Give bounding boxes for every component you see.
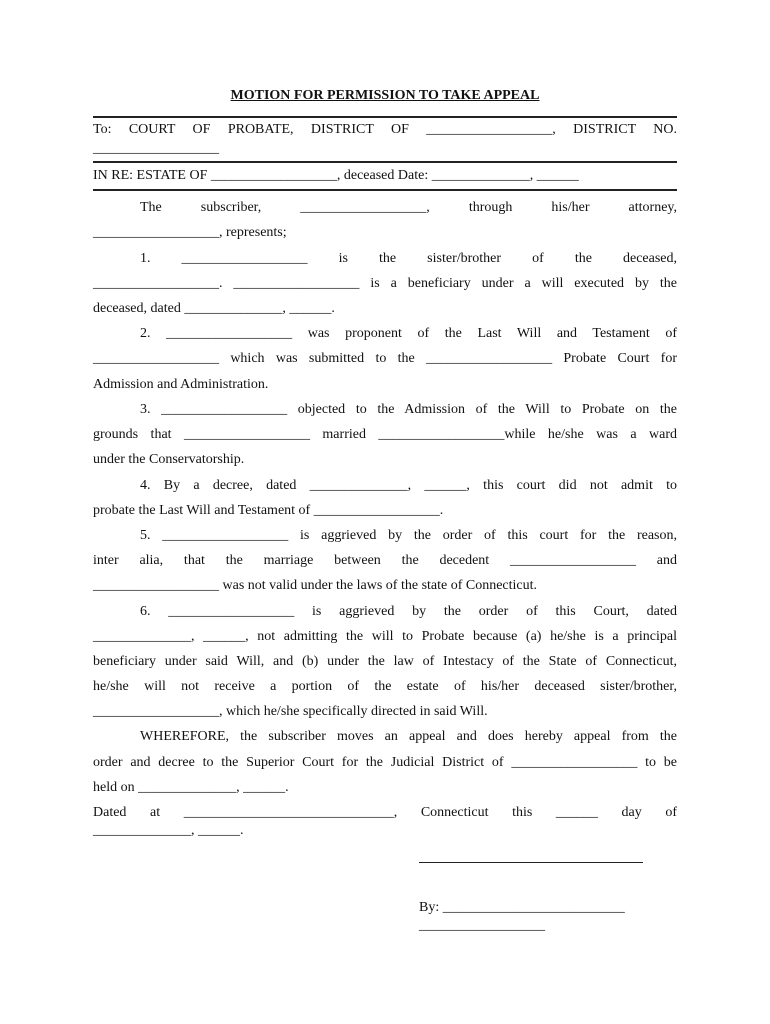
document-title: MOTION FOR PERMISSION TO TAKE APPEAL: [230, 88, 540, 103]
body-line: WHEREFORE, the subscriber moves an appeal and does hereby appeal from the: [140, 729, 677, 744]
body-line: __________________ was not valid under the laws of the state of Connecticut.: [93, 578, 538, 593]
body-line: beneficiary under said Will, and (b) under the law of Intestacy of the State of Connecticut,: [93, 654, 677, 669]
middle-rule: [93, 161, 677, 163]
body-line: 6. __________________ is aggrieved by the order of this Court, dated: [140, 604, 677, 619]
body-line: 2. __________________ was proponent of the Last Will and Testament of: [140, 326, 677, 341]
body-line: __________________, which he/she specifically directed in said Will.: [93, 704, 488, 719]
bottom-rule: [93, 189, 677, 191]
body-line: Dated at ______________________________, Connecticut this ______ day of: [93, 805, 677, 820]
to-line-continued: __________________: [93, 141, 219, 156]
body-line: ______________, ______.: [93, 823, 244, 838]
by-signature-line-continued: __________________: [419, 918, 545, 933]
top-rule: [93, 116, 677, 118]
body-line: 3. __________________ objected to the Admission of the Will to Probate on the: [140, 402, 677, 417]
body-line: Admission and Administration.: [93, 377, 269, 392]
body-line: The subscriber, __________________, through his/her attorney,: [140, 200, 677, 215]
body-line: 1. __________________ is the sister/brother of the deceased,: [140, 251, 677, 266]
body-line: order and decree to the Superior Court for the Judicial District of __________________ to be: [93, 755, 677, 770]
body-line: ______________, ______, not admitting the will to Probate because (a) he/she is a principal: [93, 629, 677, 644]
body-line: __________________. __________________ is a beneficiary under a will executed by the: [93, 276, 677, 291]
body-line: __________________, represents;: [93, 225, 287, 240]
signature-line: [419, 862, 643, 863]
body-line: under the Conservatorship.: [93, 452, 245, 467]
by-signature-line: By: __________________________: [419, 900, 625, 915]
body-line: 5. __________________ is aggrieved by the order of this court for the reason,: [140, 528, 677, 543]
in-re-line: IN RE: ESTATE OF __________________, deceased Date: ______________, ______: [93, 168, 579, 183]
to-line: To: COURT OF PROBATE, DISTRICT OF __________________, DISTRICT NO.: [93, 122, 677, 137]
body-line: probate the Last Will and Testament of __________________.: [93, 503, 444, 518]
body-line: deceased, dated ______________, ______.: [93, 301, 335, 316]
body-line: 4. By a decree, dated ______________, ______, this court did not admit to: [140, 478, 677, 493]
body-line: inter alia, that the marriage between the decedent __________________ and: [93, 553, 677, 568]
body-line: held on ______________, ______.: [93, 780, 289, 795]
body-line: __________________ which was submitted to the __________________ Probate Court for: [93, 351, 677, 366]
body-line: he/she will not receive a portion of the estate of his/her deceased sister/brother,: [93, 679, 677, 694]
body-line: grounds that __________________ married __________________while he/she was a ward: [93, 427, 677, 442]
